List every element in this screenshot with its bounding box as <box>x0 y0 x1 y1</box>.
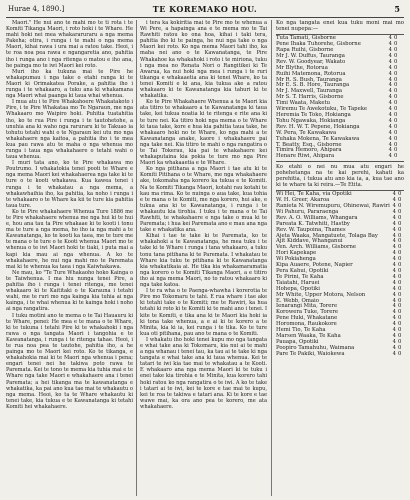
subscriber-pence: 0 <box>394 106 398 113</box>
subscriber-amount: 4 <box>388 70 392 77</box>
subscriber-pence: 0 <box>397 191 402 198</box>
subscriber-amount: 4 <box>388 135 392 142</box>
subscriber-pence: 0 <box>397 220 402 227</box>
subscriber-amount: 4 <box>388 58 392 65</box>
subscriber-name: Ranieta N. Wiremupuru, Ohinewai, Rawiri <box>276 203 390 210</box>
subscriber-amount: 4 <box>388 94 392 101</box>
subscriber-amount: 4 <box>392 203 396 210</box>
subscriber-pence: 0 <box>397 208 402 215</box>
subscriber-name: Wi Hei, Te Kaha, via Opotiki <box>276 191 352 198</box>
subscriber-pence: 0 <box>397 297 402 304</box>
subscriber-pence: 0 <box>397 303 402 310</box>
subscriber-name: Wi Pokiahenga <box>276 256 316 263</box>
subscriber-pence: 0 <box>394 123 398 130</box>
subscriber-name: Korowera Tuke, Torere <box>276 309 339 316</box>
paragraph: Ne mau, ko "Te Ture Whakaoho hoko Kainga o te Taiwhenua. I ma hiu nunga tenei Pire, a pahitia iho i runga i tenei ritenga, me tenei whakaaro ki te Kaititaki o te Karauna i tetahi wahi, me te ruri mo nga kainga kia tuhia ai nga kainga, i te whai whenua ki te kainga hoki i noho ai nga rangatira. <box>6 269 133 313</box>
subscriber-name: Rev. A. O. Williams, Whangara <box>276 214 358 221</box>
column-divider <box>271 20 272 496</box>
paragraph: Kihai i tae te take ki te Paremata, ko te whakahoki a te Kawanatanga, he mea tuku i te take ki te Whare i runga i tana whakaaro, a tuku tonu tana pitihana ki te Paremata. I whakatau te Whare kia tuku te pitihana ki te Kawanatanga kia whakatikaia ai. He tika kia whakamaramatia nga korero o te Komiti Tikanga Maori, a e titiro iho ai nga mema Maori, no to ratou whakaaro ki nga take katoa. <box>140 233 267 289</box>
subscriber-name: Pare Te Pakiki, Waiokewa <box>276 350 345 357</box>
subscriber-name: Ajeta Waaka, Mangatuete, Tolaga Bay <box>276 232 378 239</box>
subscriber-amount: 4 <box>388 111 392 118</box>
subscriber-amount: 4 <box>388 123 392 130</box>
subscriber-name: Wi Pahuru, Pararaenga <box>276 208 339 215</box>
subscriber-amount: 4 <box>388 52 392 59</box>
subscriber-name: Heremia Te Toko, Hokianga <box>276 111 351 118</box>
subscriber-pence: 0 <box>394 135 398 142</box>
page-header <box>6 3 404 18</box>
subscriber-pence: 0 <box>397 273 402 280</box>
subscriber-name: W. Pera, Te Kawakawa <box>276 129 337 136</box>
subscriber-pence: 0 <box>394 76 398 83</box>
subscriber-amount: 4 <box>392 344 396 351</box>
subscriber-name: Timira Hemoro, Ahipara <box>276 147 342 154</box>
subscriber-amount: 4 <box>392 220 396 227</box>
subscriber-amount: 4 <box>388 41 392 48</box>
subscriber-pence: 0 <box>394 58 398 65</box>
subscribers-intro: Ko nga tangata enei kua tuku moni mai mo tenei nupepa:— <box>276 20 404 33</box>
editor-note: Ko etahi o nei nu mua atu engari he pohehetanga na te kai perehi, kahati ka perehitia, i tukua atu ano kia ia, a, kua tae ano ki te whare ta ki reira.—Te Etita. <box>276 164 404 189</box>
subscriber-pence: 0 <box>397 332 402 339</box>
subscriber-pence: 0 <box>397 250 402 257</box>
subscriber-amount: 4 <box>388 141 392 148</box>
subscriber-amount: 4 <box>392 279 396 286</box>
subscriber-amount: 4 <box>392 350 396 357</box>
paragraph: I mua atu i te Pire Whakahoere Whakatakoto i Pire, i te Pire Whakataa mo Te Ngaraun, me nga Whakaaro mo Waipiro hoki. Puhitia tuatahitia iho, ko te rua Pire i runga i te tautohetohe, a unuhia ana ki waho nga raruraru ki te Takuao ia tohutu tetahi wahi o te Ngaraun kei utu mo nga whakahaere nga kaitoa, a pahitia iho i te mea kua pau rawa atu te maha o nga whenua mo runga i taua nga whakahaere o tetahi wahi o taua whenua. <box>6 99 133 161</box>
subscriber-pence: 0 <box>394 47 398 53</box>
page-number: 5 <box>394 4 400 14</box>
subscriber-amount: 4 <box>392 191 396 198</box>
subscriber-name: Mr S. T. Harris, Gisborne <box>276 94 344 101</box>
subscriber-amount: 4 <box>392 232 396 239</box>
subscriber-name: Kipa Auaere, Potene, Napier <box>276 262 353 269</box>
subscriber-pence: 0 <box>397 279 402 286</box>
subscriber-amount: 4 <box>392 197 396 204</box>
subscriber-amount: 4 <box>388 147 392 154</box>
subscriber-name: Poopiro Tamahuhu, Waimana <box>276 344 355 351</box>
subscriber-pence: 0 <box>397 285 402 292</box>
subscriber-amount: 4 <box>392 250 396 257</box>
subscriber-name: Hemi Tio, Te Kaha <box>276 327 326 334</box>
subscriber-name: Rapa Ruihi, Gisborne <box>276 47 334 53</box>
paragraph: Ko te Pire whakahaere Whenua Ture 1886 me te Pire whakahaere whenua me nga hui ki te hui e, hou ana tau ta Pire whakaae ki te kooti i tonu ma te ture a nga mema, ho iho ia nga mahi a te Kawanatanga, ko te kooti ka taea, me te ture me te mana o te ture o te Kooti whenua Maori mo te whenua o te iwi Maori hoki te tiaki, i puta mai a kapi kia mau ai nga whenua. A ko te whakahaere, he nui nga mahi mo te Paremata mai ki te whenua ka taea i nga Kaiwhakawa. <box>6 208 133 270</box>
subscriber-amount: 4 <box>392 297 396 304</box>
subscriber-pence: 0 <box>394 94 398 101</box>
subscriber-name: Ruihi Matemona, Rotorua <box>276 70 346 77</box>
subscriber-amount: 4 <box>392 309 396 316</box>
subscriber-name: Tuhaka Mokena, Te Kawakawa <box>276 135 360 142</box>
subscriber-name: W. H. Greer, Akaroa <box>276 197 330 204</box>
subscriber-amount: 4 <box>392 315 396 322</box>
subscriber-pence: 0 <box>397 291 402 298</box>
subscriber-amount: 4 <box>388 88 392 95</box>
subscriber-pence: 0 <box>397 238 402 245</box>
subscriber-pence: 0 <box>394 100 398 107</box>
subscriber-name: Mr Blythe, Rotorua <box>276 64 328 71</box>
paragraph: I whakatu iho hoki tenei kupu mo nga tangata e whai take ana ki Tokomaru, kia nui ai te mahi a nga whanau i tenei tau, ka tau ai te take ki nga tangata e whai take ana ki taua whenua. Kei te tatari te iwi kia tae mai te whakatau a te Kooti. E whakaaro ana nga mema Maori ki te tuku i enei take kia tirohia e te Minita, kua korero tahi hoki ratou ko nga rangatira o te iwi. A ko te take i tatari ai te iwi, kei te kore e tae mai te kupu, kei te roa te takiwa e tatari ana. Ki te kore e tae wawe mai, ka ora ano pea te korero, me ata whakahaere. <box>140 336 267 410</box>
paragraph: Muri iho ka tukuna mai te Pire he whakapumau i nga take o etahi ranga ki te Maori ki Orimakatea Porake, a pahitia iho i runga i te whakaaro, a tuku ana ki whakamana nga Maori whai paanga ki taua whai whenua. <box>6 68 133 100</box>
subscriber-amount: 4 <box>392 332 396 339</box>
subscriber-list-2 <box>276 192 404 357</box>
subscriber-amount: 4 <box>392 327 396 334</box>
subscriber-pence: 0 <box>397 262 402 269</box>
subscriber-pence: 0 <box>394 52 398 59</box>
subscriber-pence: 0 <box>394 129 398 136</box>
subscriber-name: Marsen Waaka, Te Kaha <box>276 332 341 339</box>
subscriber-amount: 4 <box>388 153 392 160</box>
subscriber-amount: 4 <box>388 129 392 136</box>
paragraph: I te ra wha o te Paenga-whawha i korerotia te Pire mo Tokomaru te tahi. E rua whare i tae ake ki tetahi take o te Komiti; me te Rawiri, ka hua tetahi ki roto ki te Komiti ki te mahi ano i tenei. I kite te Komiti, e tika ana ki te Maori kia hoki ia ki tona take whenua, a e ai ki te korero a te Minita, kia ki ia, kei runga i te tika. Ko te ture kua oti pitihana, pau ano te mana o te Komiti. <box>140 288 267 337</box>
subscriber-name: Timi Waata, Maketu <box>276 100 331 107</box>
subscriber-pence: 0 <box>394 141 398 148</box>
paragraph: Maori." He nui ano te mahi mo te ti rota i te Komiti Tikanga Maori, i roto hoki i te Whare. He mahi hoki nei mea whakararuraru a nga mema Pakeha; otira, i runga i te mahi o nga mema Maori, kihai rawa i ura mai a ratou take. Heoi, i te roa noa pea rawa e ngangaretia ano, pahitia iho i runga ano i nga ritenga o matou e iho ana, he painga mo te iwi Maori kei roto. <box>6 20 133 69</box>
subscriber-amount: 4 <box>392 214 396 221</box>
issue-date: Hurae 4, 1890.] <box>8 5 65 13</box>
subscriber-amount: 4 <box>392 303 396 310</box>
subscriber-pence: 0 <box>397 203 402 210</box>
subscriber-name: Henare Riwi, Ahipara <box>276 153 335 160</box>
subscriber-name: Pauapa, Opotiki <box>276 338 319 345</box>
subscriber-amount: 4 <box>388 106 392 113</box>
subscriber-row <box>276 154 404 160</box>
subscriber-amount: 4 <box>392 338 396 345</box>
subscriber-pence: 0 <box>397 214 402 221</box>
subscriber-pence: 0 <box>397 309 402 316</box>
subscriber-name: Rev. H. W. T. Pepene, Hokianga <box>276 123 360 130</box>
subscriber-amount: 4 <box>392 256 396 263</box>
subscriber-name: Mr R. S. Bush, Tauranga <box>276 76 342 83</box>
subscriber-name: Pera Kahui, Opotiki <box>276 268 329 274</box>
subscriber-amount: 4 <box>392 238 396 245</box>
subscriber-name: Tuta Tamati, Gisborne <box>276 35 336 42</box>
subscriber-amount: 4 <box>392 273 396 280</box>
subscriber-name: Hori Kapekape <box>276 250 317 257</box>
subscriber-pence: 0 <box>397 321 402 328</box>
subscriber-amount: 4 <box>392 285 396 292</box>
article-column-2 <box>140 20 267 496</box>
masthead-title: TE KOREMAKO HOU. <box>152 4 258 14</box>
subscriber-row <box>276 352 404 358</box>
subscriber-amount: 4 <box>388 76 392 83</box>
subscriber-pence: 0 <box>394 153 398 160</box>
subscriber-name: Rev. W. Goodyear, Wakato <box>276 58 346 65</box>
subscriber-name: Rev. W. Taupoina, Thames <box>276 226 346 233</box>
column-divider <box>136 20 137 496</box>
subscriber-pence: 0 <box>394 117 398 124</box>
subscriber-pence: 0 <box>394 70 398 77</box>
paragraph: i tera ka kokiritia mai te Pire mo te whenua a Wi Pere, a hapainga ana e te mema mo te Tai Rawhiti ratou ko ona hoa, kihai i taki tera, pahitia iho ki te painga, he nui nga take o nga Maori kei roto. Ko nga mema Maori tahi iho, ka maha nei ano o te Kawanatanga, te Pire Whakahoe ka whakahoki i roto i te miriona, tuku i nga mea no Renata Nori o Rangitikei ki Te Awarua, ka nui hoki nga mea i runga i te ruri tikanga e whakaaetia ana ki tenei Whare, ko ta tenei Komiti e ki ana, kia tukua ake a ratou whakaaro ki te Kawanatanga kia tahuri ki te whakatika. <box>140 20 267 100</box>
subscriber-amount: 4 <box>392 268 396 274</box>
subscriber-name: Pene Ihaka Tuhorehe, Gisborne <box>276 41 361 48</box>
subscriber-pence: 0 <box>394 35 398 42</box>
subscriber-list-1 <box>276 36 404 160</box>
subscriber-name: Taiatahi, Haruei <box>276 279 320 286</box>
subscriber-pence: 0 <box>397 226 402 233</box>
subscriber-name: Ven. Arch. Williams, Gisborne <box>276 244 357 251</box>
article-column-1 <box>6 20 133 496</box>
subscriber-pence: 0 <box>394 111 398 118</box>
subscriber-name: Hohepa, Opotiki <box>276 285 320 292</box>
paragraph: Ko nga pitihana a nga Maori i tae atu ki te Komiti Pitihana o te Whare, me nga whakahaere ake, tokomaha nga korero ka tukua e te Komiti. Na te Komiti Tikanga Maori, kotahi rau kotahi te kau ma rima. Ko te nuinga o aua take, kua tohia e te mana o te Komiti, me nga korero, hui ake, e tukua ana ki te Kawanatanga, i runga i te whakautu kia tirohia. I tuku i te mana o te Tai Rawhiti, te whakahaere e nga take o mua ki te Paremata; i hua kei Paremata ano e mau ana nga take e whakatika ana. <box>140 166 267 234</box>
subscriber-name: E. Webb, Omaio <box>276 297 319 304</box>
divider <box>276 161 404 162</box>
subscriber-name: Mr E. S. B. Hore, Tauranga <box>276 82 350 89</box>
subscriber-name: Mr White, Upper Motora, Nelson <box>276 291 366 298</box>
subscriber-pence: 0 <box>397 197 402 204</box>
subscriber-pence: 0 <box>394 82 398 89</box>
subscriber-pence: 0 <box>394 88 398 95</box>
subscriber-amount: 4 <box>392 291 396 298</box>
subscriber-amount: 4 <box>388 47 392 53</box>
subscriber-pence: 0 <box>397 344 402 351</box>
subscriber-name: Pareata K. Tatwhiti, Hastby <box>276 220 350 227</box>
subscriber-pence: 0 <box>397 268 402 274</box>
subscriber-amount: 4 <box>392 321 396 328</box>
subscriber-pence: 0 <box>397 315 402 322</box>
subscriber-pence: 0 <box>397 327 402 334</box>
subscriber-name: Ienarangi Mita, Torere <box>276 303 338 310</box>
subscriber-name: Tohu Ngawaka, Hokianga <box>276 117 346 124</box>
subscriber-pence: 0 <box>394 64 398 71</box>
subscriber-name: Mr J. Maxwell, Tauranga <box>276 88 343 95</box>
subscriber-amount: 4 <box>388 117 392 124</box>
subscriber-amount: 4 <box>392 226 396 233</box>
paragraph: I muri tata ano, ko te Pire whakawa mo Poutrumo. I whakatokia tenei pooti te Whare e nga mema Maori kei whakahaerea nga take ki te ture o te kooti whakawa. Kua kawea tenei i runga i te whakatau a nga mema, a whakawhaihia iho, ka pahitia, ka noho i runga i te whakaaro o te Whare ka kii te ture kia pahitia taua ture. <box>6 160 133 209</box>
subscriber-pence: 0 <box>397 244 402 251</box>
subscriber-name: Mr J. W. Duffus, Tauranga <box>276 52 345 59</box>
paragraph: I tuku motini ano te mema o te Tai Hauauru ki te Whare, penei: He mea e te mana o te Whare, ki te tukuna i tetahi Pire ki te whakahoki i nga rawa o nga tangata Maori i tangohia e te Kawanatanga, i runga i te ritenga tahae. Heoi, i te rua noa pea te tautohe, pahitia iho, a he painga mo te Maori kei roto. Ko te tikanga, e whakahokia mai ki te Maori nga whenua i pena; engari tenei nei he takiwa poto rawa te Paremata. Kei te tono te mema kia tuhia mai e te Whare nga take Maori e whakahaere ana i tenei Paremata; a hei tikanga ma te kawanatanga e whakatika, ka pai ano kua tae mai te whakautu o nga mema. Heoi, ko ta te Whare whakautu ki tenei take, kia tukua e te Kawanatanga ki tetahi Komiti hei whakahaere. <box>6 312 133 410</box>
paragraph: Ko te Pire Whakahaere Whenua a te Maori kia ata titiro te whakaaro a te Kawanatanga ki taua take, kei tukua noatia ki te ritenga e rite ana ki te ture nei. Ka titiro hoki nga mema o te Whare ki taua take, kore e hua kia pahitia taua take, he whakaaro hoki no te Whare, ko nga mahi a te Kawanatanga anake, kaore i whakahaere pai nga take nei. Kia titiro te mahi o nga rangatira o te Tai Tokerau, kia pai te whakahaere kei whakaputaina kia pokia te ture mo nga Pire Maori ka whakaaetia e te Whare. <box>140 99 267 167</box>
subscriber-amount: 4 <box>388 64 392 71</box>
subscriber-amount: 4 <box>392 244 396 251</box>
subscribers-column <box>276 20 404 496</box>
subscriber-amount: 4 <box>388 100 392 107</box>
subscriber-amount: 4 <box>388 82 392 89</box>
subscriber-name: Te Pirini, Te Kaha <box>276 273 324 280</box>
subscriber-name: T. Beatty, Esq., Gisborne <box>276 141 342 148</box>
subscriber-name: Wiremu Te Awekotuku, Te Tapeke <box>276 106 368 113</box>
subscriber-name: Ajit Kiddave, Whanganui <box>276 238 343 245</box>
subscriber-pence: 0 <box>397 350 402 357</box>
subscriber-pence: 0 <box>394 41 398 48</box>
subscriber-amount: 4 <box>392 262 396 269</box>
subscriber-pence: 0 <box>394 147 398 154</box>
subscriber-pence: 0 <box>397 256 402 263</box>
subscriber-name: Horomona, Raukokore <box>276 321 337 328</box>
subscriber-amount: 4 <box>392 208 396 215</box>
subscriber-pence: 0 <box>397 338 402 345</box>
subscriber-amount: 4 <box>388 35 392 42</box>
subscriber-name: Pene Huki, Whakatane <box>276 315 338 322</box>
subscriber-pence: 0 <box>397 232 402 239</box>
